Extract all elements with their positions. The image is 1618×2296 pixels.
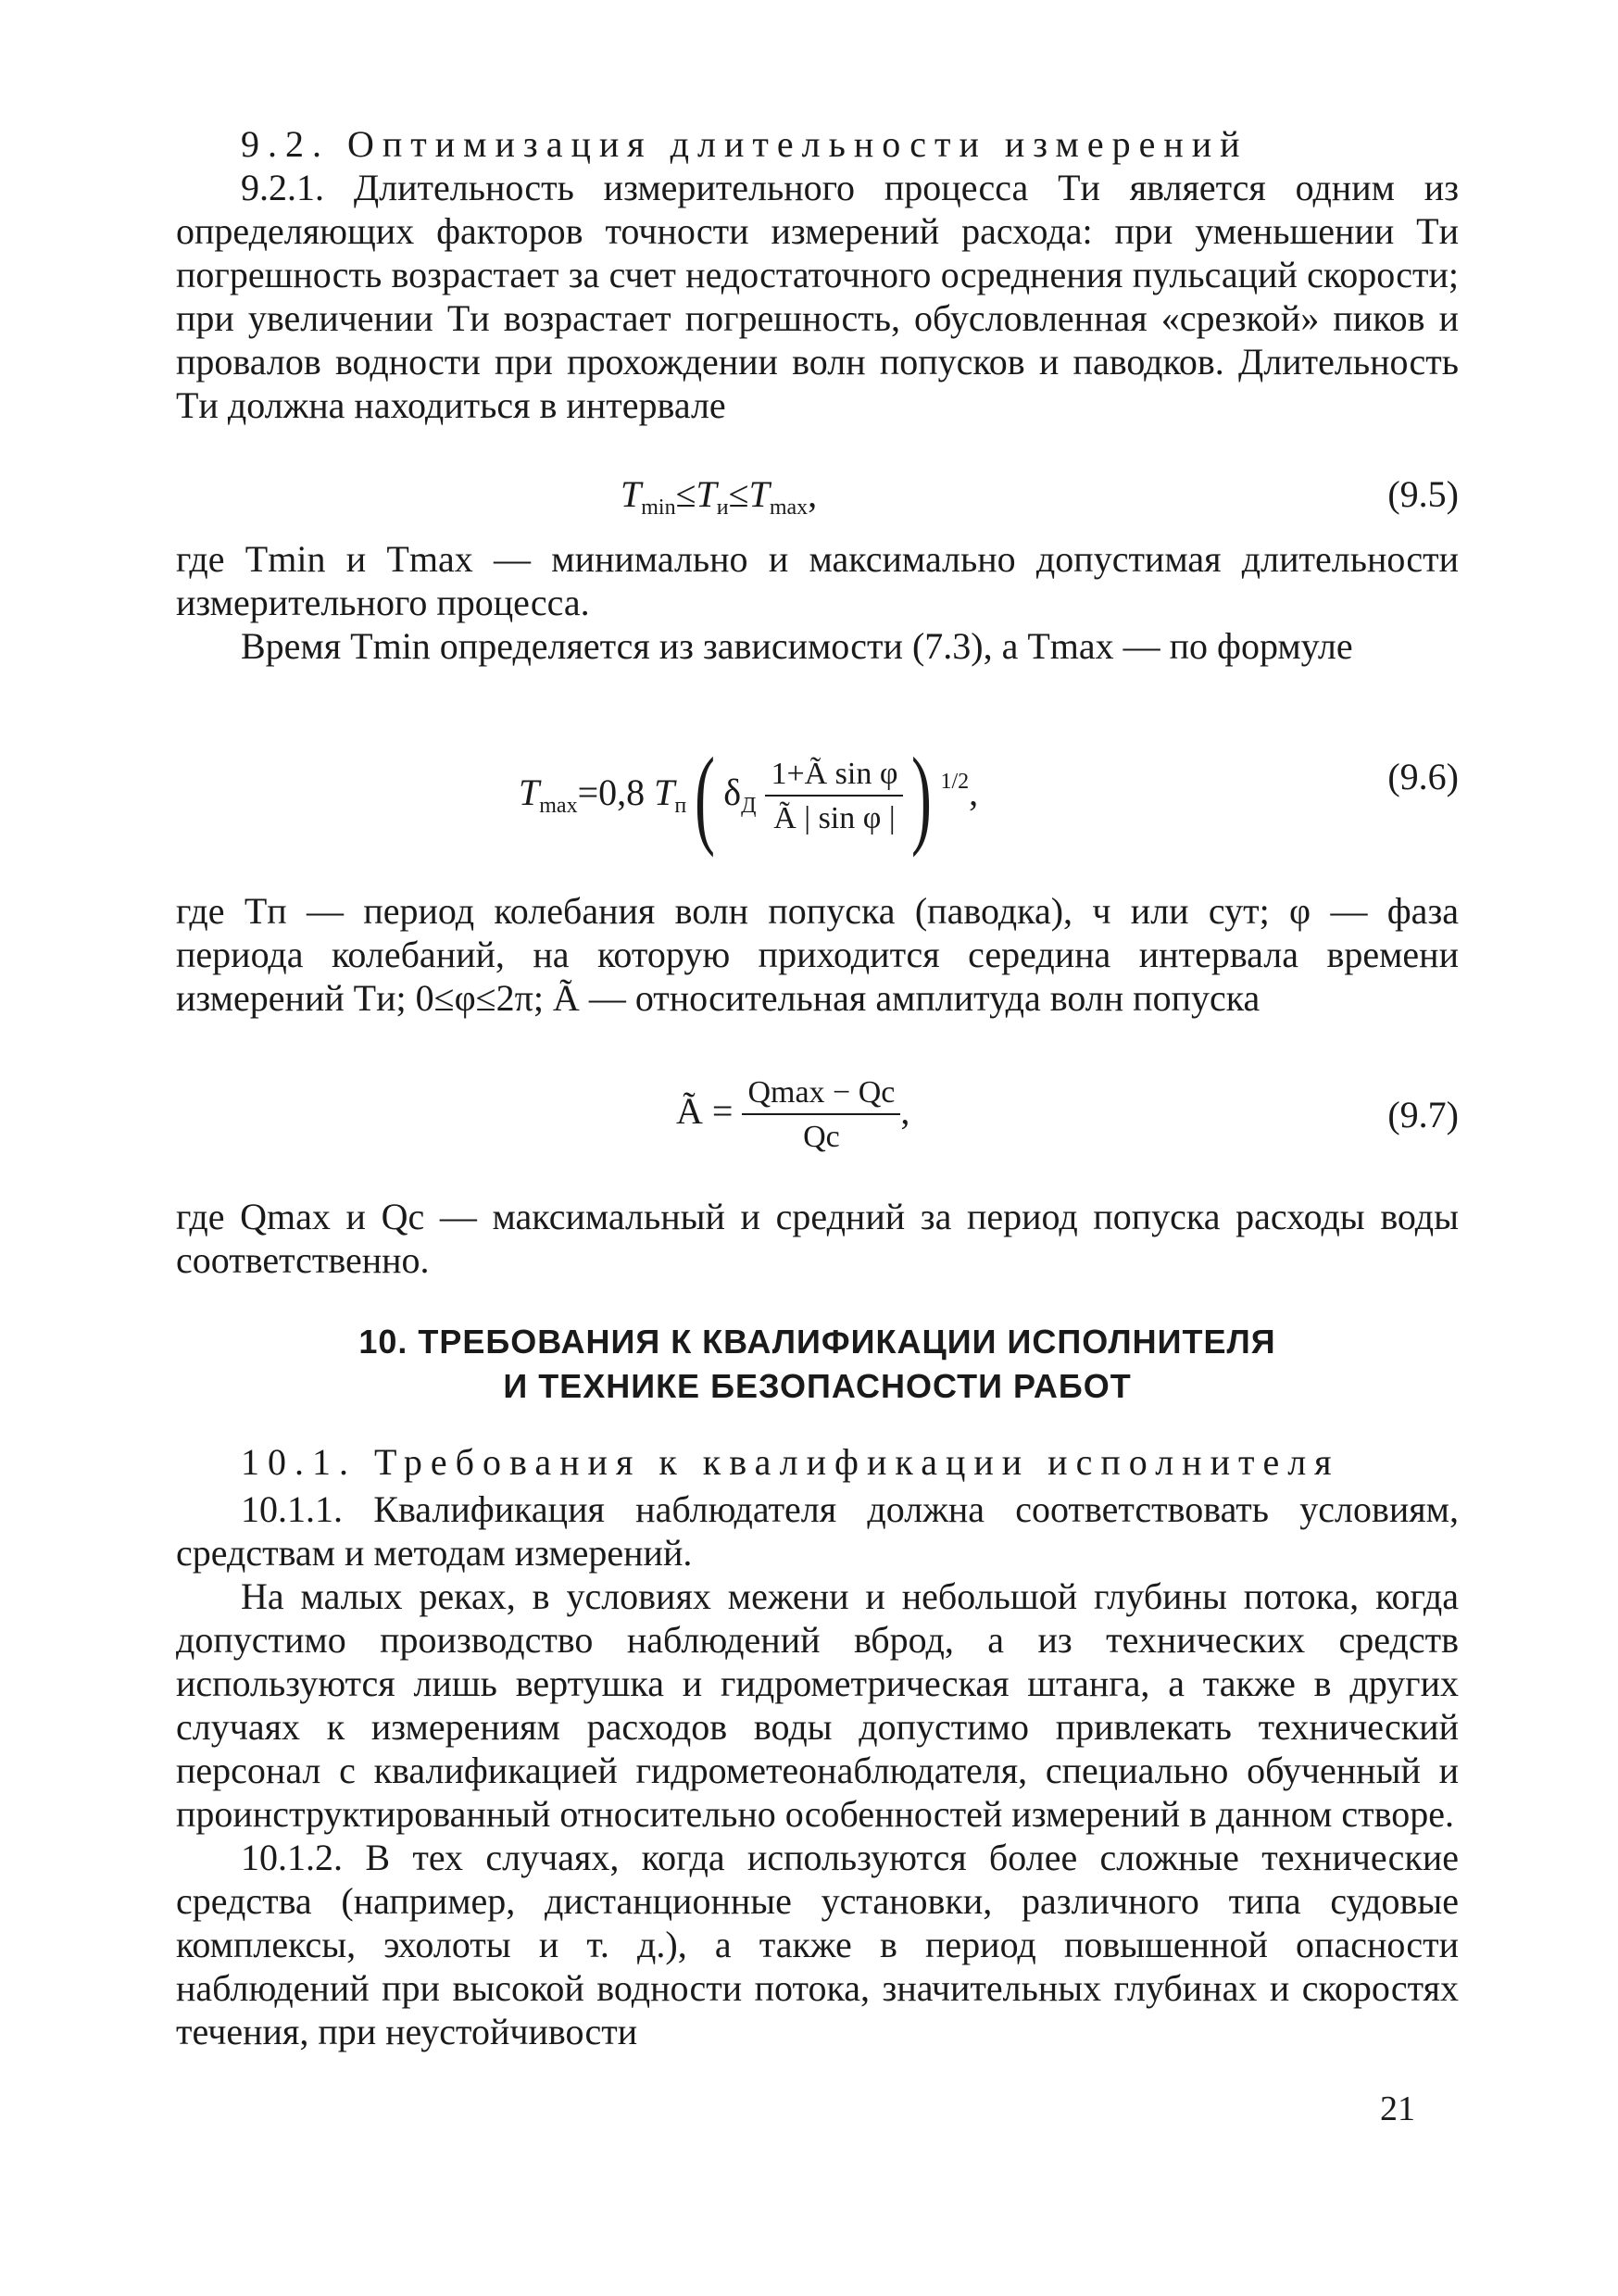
page-number: 21 <box>1380 2089 1415 2128</box>
equation-9-6 <box>176 732 1459 861</box>
section-10-block <box>176 1440 1459 2053</box>
paragraph-small-rivers: На малых реках, в условиях межени и небольшой глубины потока, когда допустимо производство наблюдений вброд, а из технических средств используются лишь вертушка и гидрометрическая штанга, а также в других случаях к измерениям расходов воды допустимо привлекать технический персонал с квалификацией гидрометеонаблюдателя, специально обученный и проинструктированный относительно особенностей измерений в данном створе. <box>176 1575 1459 1835</box>
paragraph-qmax-qc: где Qmax и Qc — максимальный и средний за период попуска расходы воды соответственно. <box>176 1196 1459 1281</box>
equation-9-5-expr: $T_{min}\le T_и\le T_{max}$, <box>621 473 818 520</box>
paragraph-10-1-1: 10.1.1. Квалификация наблюдателя должна соответствовать условиям, средствам и методам измерений. <box>176 1488 1459 1574</box>
section-9-2-block-4 <box>176 1195 1459 1282</box>
section-9-2-block-3 <box>176 889 1459 1020</box>
equation-9-5 <box>176 472 1459 519</box>
paragraph-9-2-1: 9.2.1. Длительность измерительного процесса Tи является одним из определяющих факторов точности измерений расхода: при уменьшении Tи погрешность возрастает за счет недостаточного осреднения пульсаций скорости; при увеличении Tи возрастает погрешность, обусловленная «срезкой» пиков и провалов водности при прохождении волн попусков и паводков. Длительность Tи должна находиться в интервале <box>176 167 1459 426</box>
equation-9-7 <box>176 1074 1459 1176</box>
section-10-title-line-1: 10. ТРЕБОВАНИЯ К КВАЛИФИКАЦИИ ИСПОЛНИТЕЛЯ <box>358 1323 1276 1361</box>
section-10-title <box>176 1320 1459 1409</box>
equation-9-6-number: (9.6) <box>1387 756 1459 797</box>
section-9-2-block <box>176 122 1459 427</box>
equation-9-6-expr: $T_{max}=0,8$ $T_п$( $\delta_Д$ $\frac{\text{1+Ã sin φ}}{\text{Ã | sin φ |}}$ ) $^{1/2}$, <box>519 734 979 858</box>
subsection-heading-9-2: 9.2. Оптимизация длительности измерений <box>241 123 1248 165</box>
paragraph-10-1-2: 10.1.2. В тех случаях, когда используются более сложные технические средства (например, дистанционные установки, различного типа судовые комплексы, эхолоты и т. д.), а также в период повышенной опасности наблюдений при высокой водности потока, значительных глубинах и скоростях течения, при неустойчивости <box>176 1837 1459 2052</box>
subsection-heading-10-1: 10.1. Требования к квалификации исполнителя <box>241 1441 1340 1483</box>
paragraph-time-tmin: Время Tmin определяется из зависимости (7.3), а Tmax — по формуле <box>241 625 1353 667</box>
section-9-2-block-2 <box>176 537 1459 668</box>
equation-9-7-number: (9.7) <box>1387 1094 1459 1135</box>
paragraph-period-definition: где Tп — период колебания волн попуска (паводка), ч или сут; φ — фаза периода колебаний, на которую приходится середина интервала времени измерений Tи; 0≤φ≤2π; Ã — относительная амплитуда волн попуска <box>176 890 1459 1019</box>
section-10-title-line-2: И ТЕХНИКЕ БЕЗОПАСНОСТИ РАБОТ <box>503 1367 1132 1405</box>
equation-9-7-expr: Ã = $\frac{Qmax - Qc}{Qc}$ , <box>676 1075 910 1154</box>
equation-9-5-number: (9.5) <box>1387 473 1459 515</box>
paragraph-tmin-tmax: где Tmin и Tmax — минимально и максимально допустимая длительности измерительного процесса. <box>176 538 1459 623</box>
